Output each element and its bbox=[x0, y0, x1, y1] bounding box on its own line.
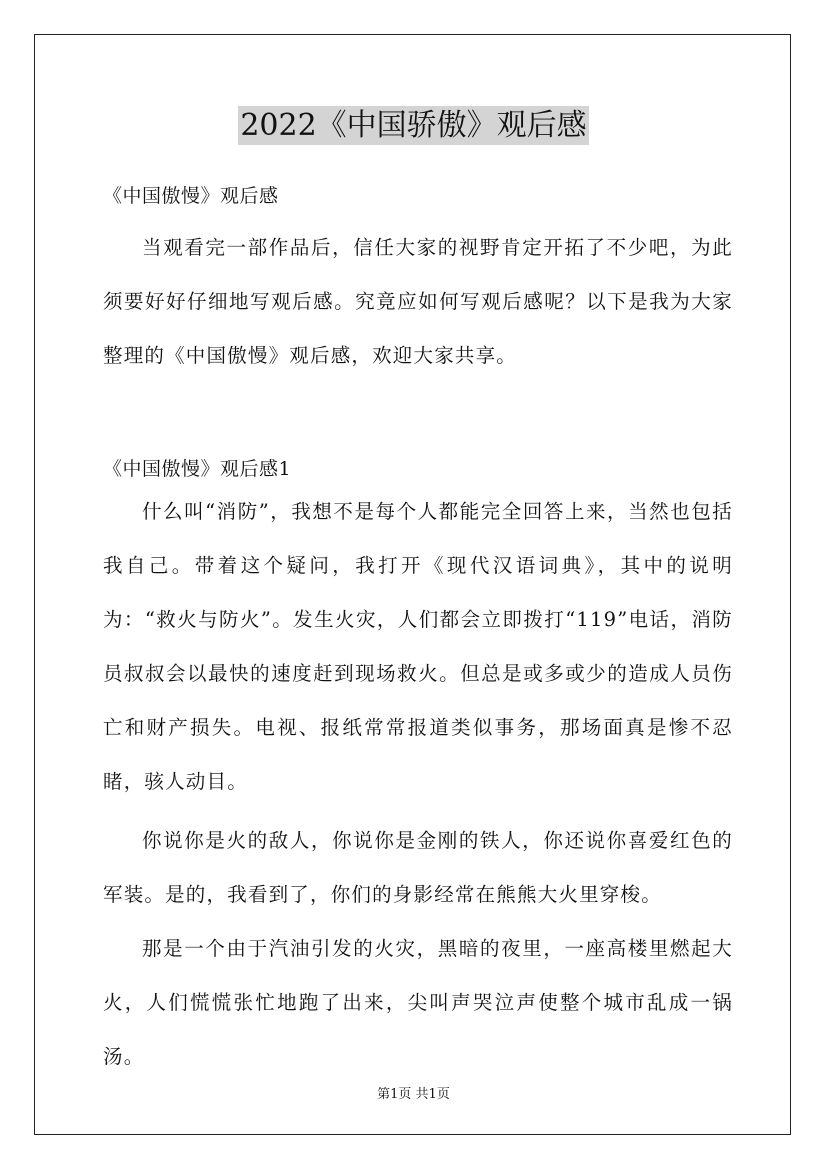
document-title: 2022《中国骄傲》观后感 bbox=[240, 108, 587, 143]
document-title-wrap bbox=[0, 100, 827, 144]
page-footer: 第1页 共1页 bbox=[377, 1087, 450, 1102]
section-heading-2: 《中国傲慢》观后感1 bbox=[103, 458, 292, 480]
body-paragraph-1: 什么叫“消防”，我想不是每个人都能完全回答上来，当然也包括我自己。带着这个疑问，我打开《现代汉语词典》，其中的说明为：“救火与防火”。发生火灾，人们都会立即拨打“119”电话，消防员叔叔会以最快的速度赶到现场救火。但总是或多或少的造成人员伤亡和财产损失。电视、报纸常常报道类似事务，那场面真是惨不忍睹，骇人动目。 bbox=[103, 500, 733, 793]
body-paragraph-2: 你说你是火的敌人，你说你是金刚的铁人，你还说你喜爱红色的军装。是的，我看到了，你们的身影经常在熊熊大火里穿梭。 bbox=[103, 829, 733, 906]
section-heading-1: 《中国傲慢》观后感 bbox=[103, 185, 279, 207]
body-paragraph-3: 那是一个由于汽油引发的火灾，黑暗的夜里，一座高楼里燃起大火，人们慌慌张忙地跑了出来，尖叫声哭泣声使整个城市乱成一锅汤。 bbox=[103, 937, 733, 1068]
intro-paragraph: 当观看完一部作品后，信任大家的视野肯定开拓了不少吧，为此须要好好仔细地写观后感。究竟应如何写观后感呢？以下是我为大家整理的《中国傲慢》观后感，欢迎大家共享。 bbox=[103, 236, 733, 367]
